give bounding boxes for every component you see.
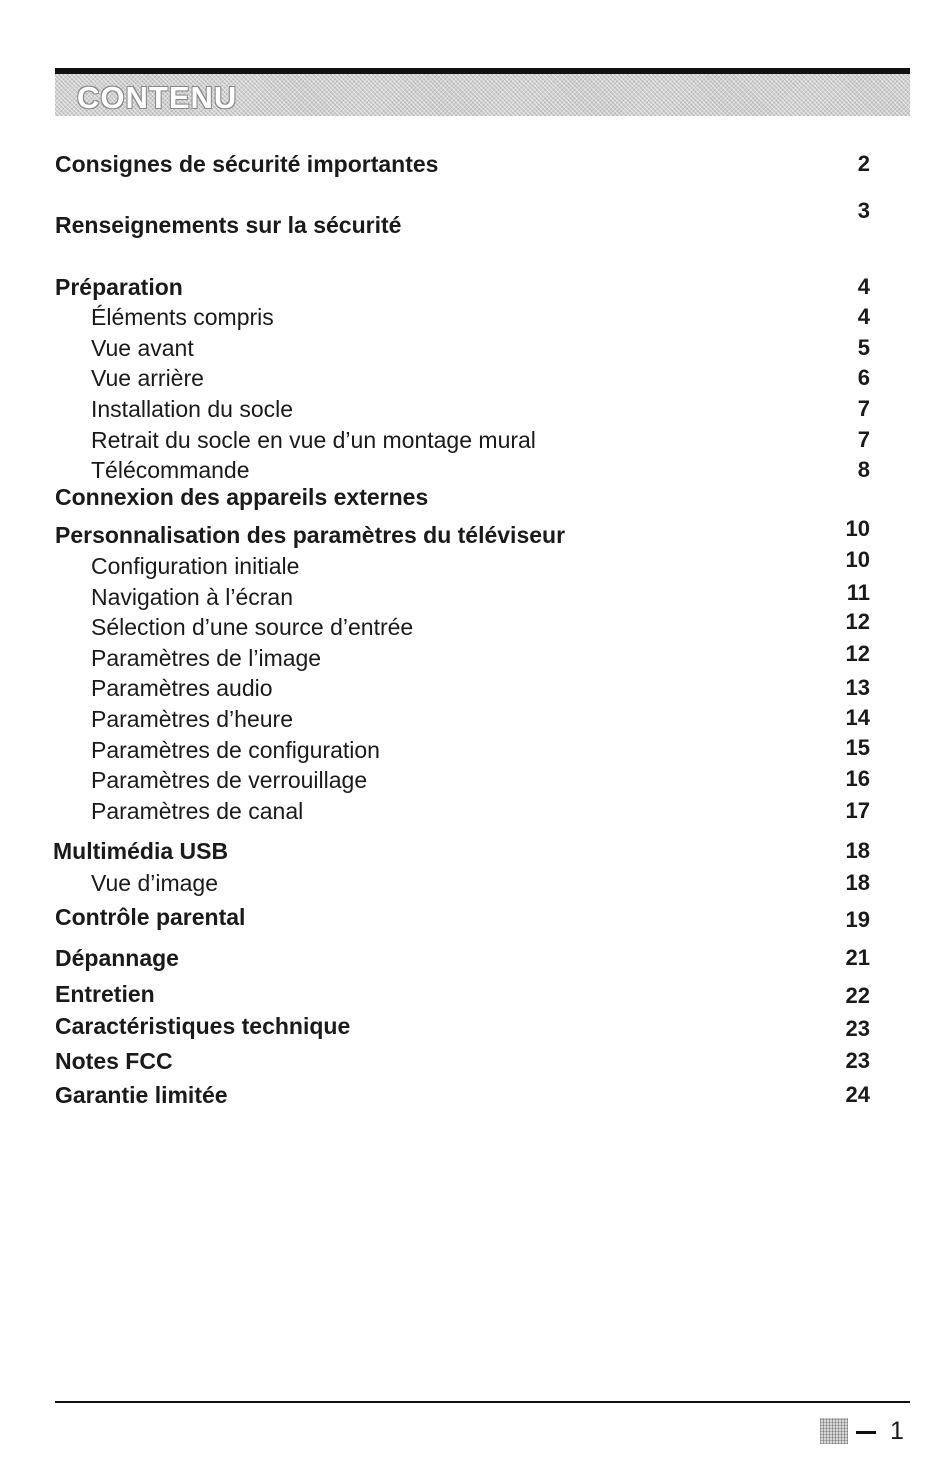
toc-entry[interactable] [0,1046,950,1076]
toc-entry-label: Garantie limitée [55,1082,228,1108]
toc-entry[interactable] [0,149,950,179]
toc-entry-page: 3 [857,198,870,223]
toc-entry-page: 21 [845,945,870,970]
toc-entry-label: Vue arrière [91,365,204,391]
toc-entry-label: Télécommande [91,457,250,483]
toc-entry-label: Caractéristiques technique [55,1013,351,1039]
toc-entry-label: Paramètres de l’image [91,645,322,671]
toc-entry-label: Éléments compris [91,304,274,330]
toc-entry-page: 17 [845,798,870,823]
toc-entry[interactable] [0,673,950,703]
page-number: 1 [890,1417,904,1445]
toc-entry[interactable] [0,363,950,393]
toc-entry[interactable] [0,302,950,332]
toc-entry-label: Paramètres de configuration [91,737,380,763]
toc-entry-page: 11 [846,580,870,605]
toc-entry[interactable] [0,455,950,485]
toc-entry-label: Paramètres de verrouillage [91,767,368,793]
toc-entry-label: Sélection d’une source d’entrée [91,614,414,640]
toc-entry[interactable] [0,582,950,612]
toc-entry[interactable] [0,902,950,932]
toc-entry-label: Retrait du socle en vue d’un montage mural [91,427,536,453]
toc-entry[interactable] [0,609,950,642]
toc-entry[interactable] [0,704,950,734]
toc-entry[interactable] [0,333,950,363]
toc-entry[interactable] [0,425,950,455]
footer-divider [55,1401,910,1403]
toc-entry[interactable] [0,735,950,765]
toc-entry-label: Préparation [55,274,183,300]
toc-entry-label: Contrôle parental [55,904,246,930]
toc-entry-page: 15 [845,735,870,760]
toc-entry-label: Notes FCC [55,1048,173,1074]
toc-entry[interactable] [0,979,950,1009]
toc-entry[interactable] [0,796,950,826]
toc-entry-page: 19 [845,907,870,932]
toc-entry-label: Installation du socle [91,396,294,422]
toc-entry-page: 22 [845,983,870,1008]
toc-entry-page: 12 [845,641,870,666]
toc-entry-label: Paramètres de canal [91,798,304,824]
toc-entry-page: 18 [845,870,870,895]
page-title: CONTENU [77,80,238,115]
toc-entry[interactable] [0,868,950,898]
toc-entry-label: Vue avant [91,335,194,361]
toc-entry-label: Paramètres d’heure [91,706,293,732]
toc-entry[interactable] [0,765,950,795]
toc-entry-label: Paramètres audio [91,675,273,701]
toc-entry-label: Entretien [55,981,155,1007]
toc-entry-page: 2 [857,151,870,176]
toc-entry[interactable] [0,547,950,581]
toc-entry-label: Renseignements sur la sécurité [55,212,402,238]
toc-entry-page: 4 [857,304,870,329]
toc-entry-label: Consignes de sécurité importantes [55,151,439,177]
toc-entry[interactable] [0,516,950,550]
toc-entry-page: 4 [857,274,870,299]
footer-dash [856,1431,876,1434]
toc-entry-page: 23 [845,1016,870,1041]
section-header-bar [55,68,910,116]
toc-entry-page: 24 [845,1082,870,1107]
toc-entry[interactable] [0,272,950,302]
toc-entry[interactable] [0,643,950,673]
toc-entry[interactable] [0,836,950,866]
toc-entry-page: 10 [845,516,870,541]
toc-entry-page: 13 [845,675,870,700]
toc-entry-page: 10 [845,547,870,572]
toc-entry[interactable] [0,943,950,973]
toc-entry-page: 5 [857,335,870,360]
toc-entry[interactable] [0,394,950,424]
toc-entry-page: 6 [857,365,870,390]
toc-entry-page: 7 [857,427,870,452]
toc-entry-label: Configuration initiale [91,553,300,579]
toc-entry-page: 16 [845,766,870,791]
toc-entry[interactable] [0,482,950,512]
language-badge-icon [820,1418,848,1444]
toc-entry[interactable] [0,1080,950,1110]
toc-entry-label: Navigation à l’écran [91,584,294,610]
toc-entry-label: Vue d’image [91,870,219,896]
toc-entry-page: 7 [857,396,870,421]
toc-entry-page: 23 [845,1048,870,1073]
toc-entry-page: 14 [845,705,870,730]
toc-entry-label: Dépannage [55,945,179,971]
toc-entry-page: 18 [845,838,870,863]
toc-entry[interactable] [0,1011,950,1041]
toc-entry-page: 8 [857,457,870,482]
toc-entry-page: 12 [845,609,870,634]
toc-entry[interactable] [0,198,950,240]
toc-entry-label: Personnalisation des paramètres du téléviseur [55,522,566,548]
toc-entry-label: Multimédia USB [53,838,229,864]
toc-entry-label: Connexion des appareils externes [55,484,429,510]
